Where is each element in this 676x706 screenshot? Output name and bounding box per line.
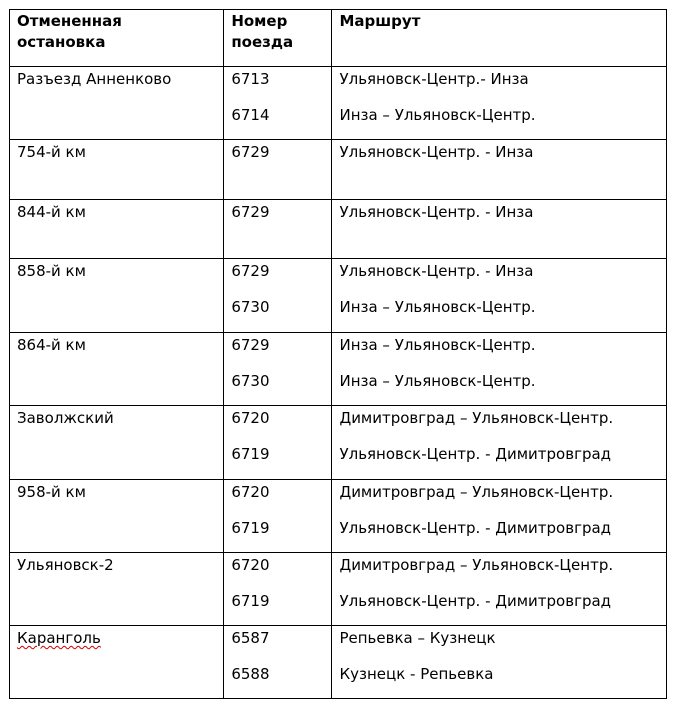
route-name: Ульяновск-Центр. - Димитровград bbox=[339, 519, 612, 537]
stop-cell bbox=[10, 480, 224, 553]
train-cell bbox=[224, 333, 332, 406]
table-row bbox=[10, 480, 667, 553]
route-name: Ульяновск-Центр. - Инза bbox=[339, 203, 534, 221]
train-number: 6713 bbox=[231, 70, 270, 88]
table-row bbox=[10, 553, 667, 626]
route-name: Димитровград – Ульяновск-Центр. bbox=[339, 483, 614, 501]
stop-name: 864-й км bbox=[17, 336, 86, 354]
table-row bbox=[10, 67, 667, 140]
train-number: 6719 bbox=[231, 592, 270, 610]
route-cell bbox=[332, 67, 667, 140]
route-cell bbox=[332, 200, 667, 259]
route-name: Ульяновск-Центр. - Димитровград bbox=[339, 445, 612, 463]
route-cell bbox=[332, 406, 667, 480]
stop-name: 858-й км bbox=[17, 262, 86, 280]
train-number: 6729 bbox=[231, 203, 270, 221]
route-cell bbox=[332, 553, 667, 626]
header-route bbox=[332, 10, 667, 67]
route-cell bbox=[332, 626, 667, 699]
table-row bbox=[10, 200, 667, 259]
stop-name: 754-й км bbox=[17, 143, 86, 161]
stop-name: 844-й км bbox=[17, 203, 86, 221]
route-name: Ульяновск-Центр.- Инза bbox=[339, 70, 529, 88]
train-cell bbox=[224, 480, 332, 553]
stop-name: Ульяновск-2 bbox=[17, 556, 114, 574]
header-row bbox=[10, 10, 667, 67]
route-cell bbox=[332, 333, 667, 406]
header-route-label: Маршрут bbox=[339, 12, 421, 30]
train-cell bbox=[224, 200, 332, 259]
train-number: 6730 bbox=[231, 372, 270, 390]
train-cell bbox=[224, 406, 332, 480]
table-row bbox=[10, 140, 667, 200]
train-cell bbox=[224, 553, 332, 626]
train-number: 6720 bbox=[231, 556, 270, 574]
route-cell bbox=[332, 140, 667, 200]
stop-cell bbox=[10, 67, 224, 140]
stop-name bbox=[10, 626, 223, 662]
stop-cell bbox=[10, 406, 224, 480]
train-number: 6719 bbox=[231, 445, 270, 463]
train-number: 6588 bbox=[231, 665, 270, 683]
train-cell bbox=[224, 67, 332, 140]
header-stop-label: Отмененная остановка bbox=[17, 12, 122, 51]
route-name: Димитровград – Ульяновск-Центр. bbox=[339, 556, 614, 574]
train-number: 6720 bbox=[231, 409, 270, 427]
route-cell bbox=[332, 259, 667, 333]
train-number: 6729 bbox=[231, 336, 270, 354]
stop-cell bbox=[10, 140, 224, 200]
route-name: Инза – Ульяновск-Центр. bbox=[339, 372, 536, 390]
header-train-label: Номер поезда bbox=[231, 12, 294, 51]
train-number: 6719 bbox=[231, 519, 270, 537]
train-number: 6720 bbox=[231, 483, 270, 501]
stop-cell bbox=[10, 553, 224, 626]
stop-cell bbox=[10, 626, 224, 699]
route-name: Кузнецк - Репьевка bbox=[339, 665, 494, 683]
stop-name-text: Каранголь bbox=[17, 629, 101, 647]
stop-cell bbox=[10, 259, 224, 333]
stop-name: 958-й км bbox=[17, 483, 86, 501]
train-number: 6714 bbox=[231, 106, 270, 124]
train-cell bbox=[224, 626, 332, 699]
train-number: 6587 bbox=[231, 629, 270, 647]
cancelled-stops-table bbox=[9, 9, 667, 699]
header-stop bbox=[10, 10, 224, 67]
stop-name: Заволжский bbox=[17, 409, 114, 427]
route-name: Инза – Ульяновск-Центр. bbox=[339, 336, 536, 354]
train-number: 6729 bbox=[231, 143, 270, 161]
route-name: Репьевка – Кузнецк bbox=[339, 629, 496, 647]
table-row bbox=[10, 626, 667, 699]
table-row bbox=[10, 259, 667, 333]
stop-name: Разъезд Анненково bbox=[17, 70, 172, 88]
route-cell bbox=[332, 480, 667, 553]
train-cell bbox=[224, 259, 332, 333]
train-cell bbox=[224, 140, 332, 200]
route-name: Инза – Ульяновск-Центр. bbox=[339, 106, 536, 124]
train-number: 6730 bbox=[231, 298, 270, 316]
route-name: Ульяновск-Центр. - Инза bbox=[339, 143, 534, 161]
table-row bbox=[10, 406, 667, 480]
stop-cell bbox=[10, 200, 224, 259]
route-name: Инза – Ульяновск-Центр. bbox=[339, 298, 536, 316]
table-row bbox=[10, 333, 667, 406]
train-number: 6729 bbox=[231, 262, 270, 280]
route-name: Ульяновск-Центр. - Инза bbox=[339, 262, 534, 280]
route-name: Ульяновск-Центр. - Димитровград bbox=[339, 592, 612, 610]
stop-cell bbox=[10, 333, 224, 406]
header-train bbox=[224, 10, 332, 67]
route-name: Димитровград – Ульяновск-Центр. bbox=[339, 409, 614, 427]
